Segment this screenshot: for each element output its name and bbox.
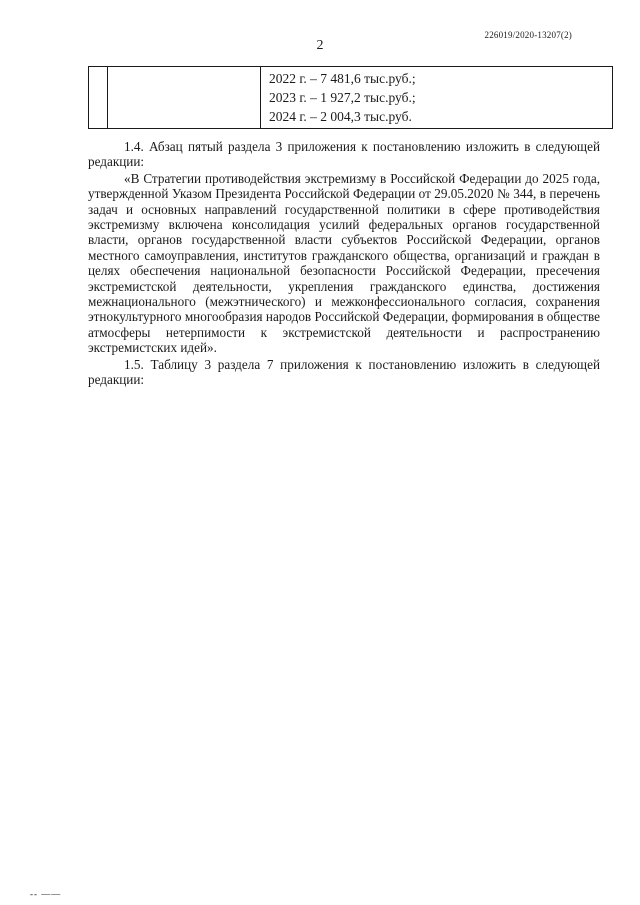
- paragraph-1-5: 1.5. Таблицу 3 раздела 7 приложения к постановлению изложить в следующей редакции:: [88, 356, 600, 388]
- paragraph-1-4: 1.4. Абзац пятый раздела 3 приложения к постановлению изложить в следующей редакции:: [88, 139, 600, 170]
- table-cell-number: [89, 67, 108, 129]
- page-number: 2: [316, 38, 324, 53]
- funding-line-2024: 2024 г. – 2 004,3 тыс.руб.: [269, 109, 412, 124]
- table-cell-funding: [261, 67, 613, 129]
- footer-mark: -- ——: [30, 889, 62, 899]
- table-row: [89, 67, 613, 129]
- document-registration-number: 226019/2020-13207(2): [484, 30, 572, 40]
- paragraph-quote: «В Стратегии противодействия экстремизму в Российской Федерации до 2025 года, утвержденной Указом Президента Российской Федерации от 29.05.2020 № 344, в перечень задач и основных направлений государственной политики в сфере противодействия экстремизму включена консолидация усилий федеральных органов государственной власти, органов государственной власти субъектов Российской Федерации, органов местного самоуправления, институтов гражданского общества, организаций и граждан в целях обеспечения национальной безопасности Российской Федерации, пресечения экстремистской деятельности, укрепления гражданского единства, достижения межнационального (межэтнического) и межконфессионального согласия, сохранения этнокультурного многообразия народов Российской Федерации, формирования в обществе атмосферы нетерпимости к экстремистской деятельности и распространению экстремистских идей».: [88, 170, 600, 356]
- continued-table: [88, 66, 613, 129]
- document-body: [88, 139, 600, 389]
- funding-line-2023: 2023 г. – 1 927,2 тыс.руб.;: [269, 90, 416, 105]
- table-cell-name: [108, 67, 261, 129]
- funding-line-2022: 2022 г. – 7 481,6 тыс.руб.;: [269, 71, 416, 86]
